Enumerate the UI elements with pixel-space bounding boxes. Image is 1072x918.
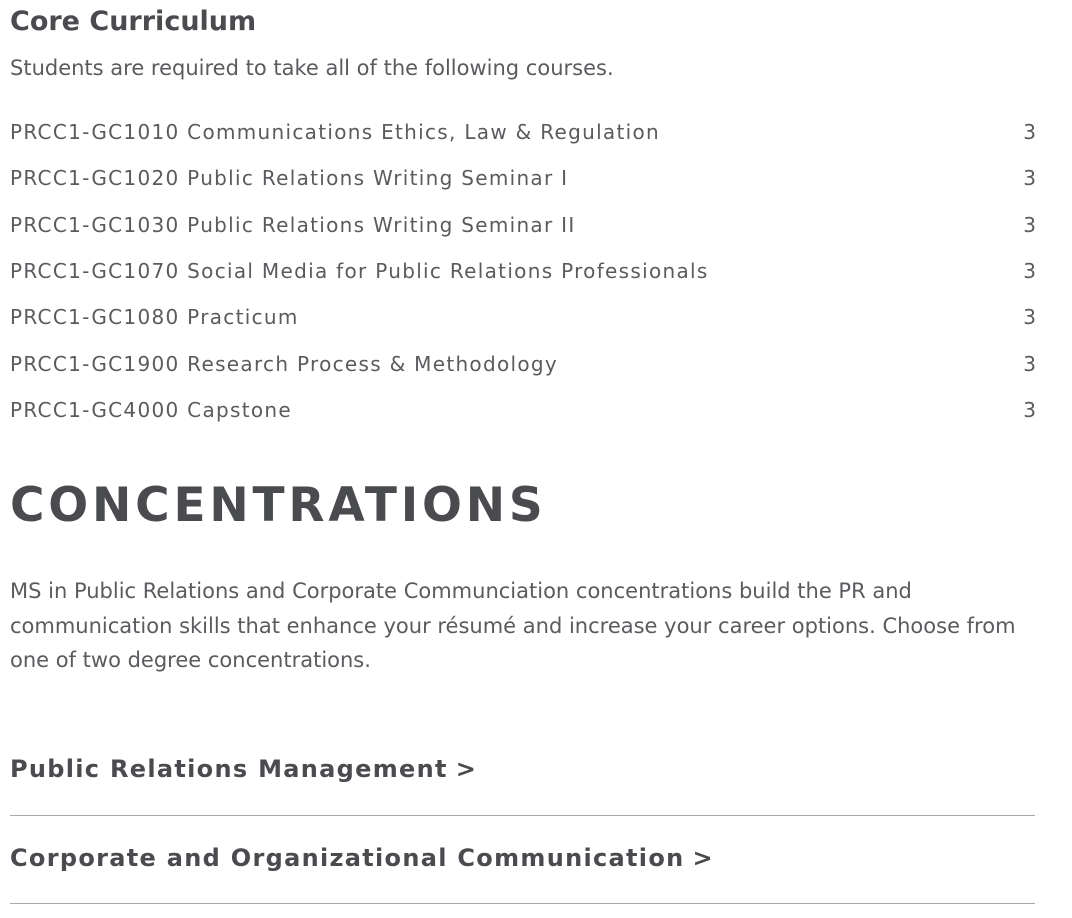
core-curriculum-title: Core Curriculum (10, 6, 257, 37)
course-credits: 3 (1023, 166, 1036, 191)
course-credits: 3 (1023, 398, 1036, 423)
concentration-label: Corporate and Organizational Communication (10, 844, 685, 872)
course-row (10, 387, 1036, 433)
course-credits: 3 (1023, 259, 1036, 284)
core-curriculum-intro: Students are required to take all of the following courses. (10, 56, 614, 80)
course-credits: 3 (1023, 351, 1036, 376)
chevron-right-icon: > (455, 755, 478, 783)
course-row (10, 202, 1036, 248)
course-list (10, 109, 1036, 433)
concentration-public-relations-management-link[interactable] (10, 730, 1035, 816)
concentrations-heading: CONCENTRATIONS (10, 478, 547, 533)
course-name: PRCC1-GC1010 Communications Ethics, Law & Regulation (10, 120, 661, 145)
course-credits: 3 (1023, 120, 1036, 145)
course-row (10, 248, 1036, 294)
course-row (10, 109, 1036, 155)
course-row (10, 294, 1036, 340)
concentration-corporate-organizational-communication-link[interactable] (10, 816, 1035, 904)
concentration-accordion (10, 730, 1035, 904)
course-name: PRCC1-GC4000 Capstone (10, 398, 292, 423)
course-name: PRCC1-GC1900 Research Process & Methodology (10, 351, 559, 376)
concentration-label: Public Relations Management (10, 755, 448, 783)
concentrations-description: MS in Public Relations and Corporate Communciation concentrations build the PR and communication skills that enhance your résumé and increase your career options. Choose from one of two degree concentrations. (10, 579, 1016, 672)
course-row (10, 155, 1036, 201)
course-credits: 3 (1023, 305, 1036, 330)
course-name: PRCC1-GC1080 Practicum (10, 305, 299, 330)
course-name: PRCC1-GC1030 Public Relations Writing Seminar II (10, 212, 576, 237)
course-credits: 3 (1023, 212, 1036, 237)
chevron-right-icon: > (692, 844, 714, 872)
course-row (10, 341, 1036, 387)
course-name: PRCC1-GC1020 Public Relations Writing Seminar I (10, 166, 569, 191)
course-name: PRCC1-GC1070 Social Media for Public Relations Professionals (10, 259, 709, 284)
